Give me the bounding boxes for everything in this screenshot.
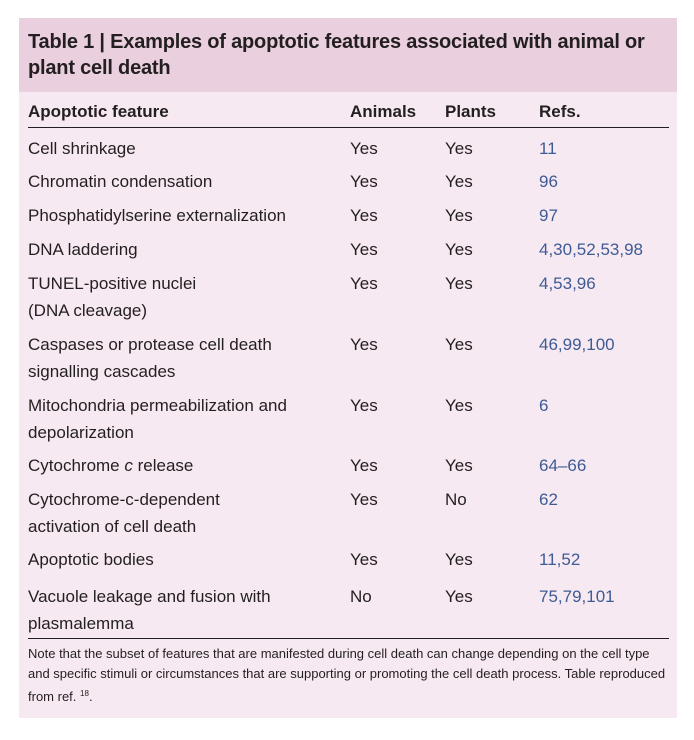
table-row-plants: Yes <box>445 587 473 606</box>
table-row-plants: Yes <box>445 396 473 415</box>
table-row-animals: Yes <box>350 456 378 475</box>
table-row-animals: Yes <box>350 396 378 415</box>
table-row-plants: Yes <box>445 139 473 158</box>
note-text: Note that the subset of features that are manifested during cell death can change depending on the cell type and specific stimuli or circumstances that are supporting or promoting the cell death process. Table reproduced from ref. <box>28 646 666 704</box>
table-row-refs: 11 <box>539 139 557 158</box>
table-row-feature: TUNEL-positive nuclei <box>28 274 197 293</box>
table-row-feature: DNA laddering <box>28 240 138 259</box>
note-ref: 18 <box>80 689 89 698</box>
table-row-feature: Chromatin condensation <box>28 172 213 191</box>
table-row-plants: Yes <box>445 456 473 475</box>
table-row-animals: No <box>350 587 372 606</box>
table-row-feature: Apoptotic bodies <box>28 550 154 569</box>
table-row-feature-cont: activation of cell death <box>28 517 197 536</box>
feature-suffix: release <box>132 456 194 475</box>
table-row-refs: 46,99,100 <box>539 335 615 354</box>
table-row-refs: 64–66 <box>539 456 587 475</box>
table-row-animals: Yes <box>350 172 378 191</box>
table-row-refs: 97 <box>539 206 558 225</box>
table-row-plants: No <box>445 490 467 509</box>
header-rule <box>28 127 669 128</box>
table-row-feature: Phosphatidylserine externalization <box>28 206 286 225</box>
table-row-animals: Yes <box>350 335 378 354</box>
table-row-plants: Yes <box>445 240 473 259</box>
table-row-animals: Yes <box>350 206 378 225</box>
table-title: Table 1 | Examples of apoptotic features associated with animal or plant cell death <box>28 31 645 79</box>
feature-prefix: Cytochrome <box>28 456 125 475</box>
table-row-feature-cont: plasmalemma <box>28 614 134 633</box>
table-row-feature-cont: (DNA cleavage) <box>28 301 148 320</box>
table-row-feature: Cell shrinkage <box>28 139 136 158</box>
table-row-refs: 6 <box>539 396 549 415</box>
table-row-feature: Caspases or protease cell death <box>28 335 272 354</box>
footer-rule <box>28 638 669 639</box>
table-row-animals: Yes <box>350 139 378 158</box>
table-row-feature-cont: signalling cascades <box>28 362 176 381</box>
table-panel <box>19 18 677 718</box>
header-plants: Plants <box>445 102 497 121</box>
table-row-feature: Mitochondria permeabilization and <box>28 396 287 415</box>
table-row-plants: Yes <box>445 335 473 354</box>
table-row-plants: Yes <box>445 172 473 191</box>
table-row-animals: Yes <box>350 490 378 509</box>
header-refs: Refs. <box>539 102 581 121</box>
table-row-animals: Yes <box>350 274 378 293</box>
note-end: . <box>88 689 93 704</box>
table-row-plants: Yes <box>445 274 473 293</box>
table-row-animals: Yes <box>350 550 378 569</box>
table-row-feature: Cytochrome-c-dependent <box>28 490 220 509</box>
table-row-feature-cont: depolarization <box>28 423 134 442</box>
table-row-refs: 4,53,96 <box>539 274 596 293</box>
feature-italic: c <box>124 456 133 475</box>
header-apoptotic-feature: Apoptotic feature <box>28 102 169 121</box>
table-row-feature <box>28 453 193 479</box>
header-animals: Animals <box>350 102 417 121</box>
table-row-feature: Vacuole leakage and fusion with <box>28 587 271 606</box>
table-row-refs: 11,52 <box>539 550 581 569</box>
table-row-plants: Yes <box>445 550 473 569</box>
table-row-plants: Yes <box>445 206 473 225</box>
table-row-refs: 4,30,52,53,98 <box>539 240 643 259</box>
table-row-animals: Yes <box>350 240 378 259</box>
table-row-refs: 96 <box>539 172 558 191</box>
table-note <box>28 644 671 707</box>
table-row-refs: 62 <box>539 490 558 509</box>
table-row-refs: 75,79,101 <box>539 587 615 606</box>
title-bar <box>19 18 677 92</box>
